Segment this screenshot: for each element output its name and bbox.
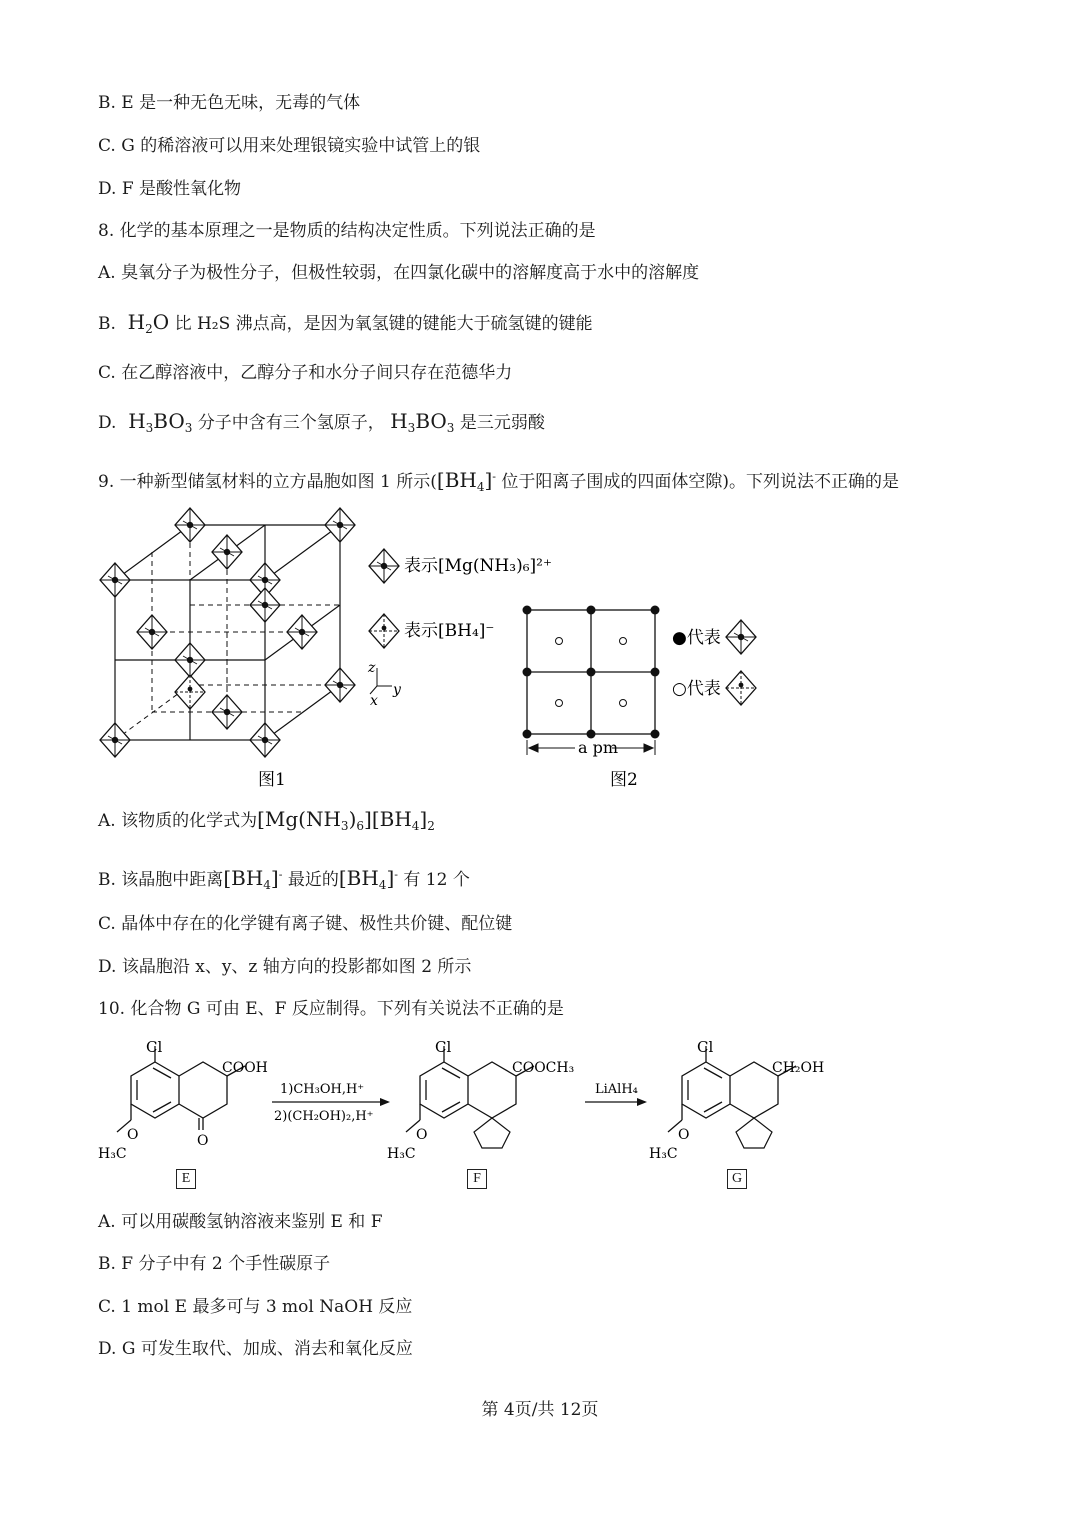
q8-option-a: A. 臭氧分子为极性分子，但极性较弱，在四氯化碳中的溶解度高于水中的溶解度: [98, 263, 700, 283]
e-ether-o: O: [127, 1127, 139, 1143]
q7-option-b: B. E 是一种无色无味，无毒的气体: [98, 93, 361, 113]
q10-stem: 10. 化合物 G 可由 E、F 反应制得。下列有关说法不正确的是: [98, 999, 564, 1019]
e-cooh: COOH: [222, 1060, 268, 1076]
q7-option-d: D. F 是酸性氧化物: [98, 179, 242, 199]
e-cl: Cl: [146, 1038, 163, 1056]
q8-d-prefix: D.: [98, 413, 117, 433]
q8-stem: 8. 化学的基本原理之一是物质的结构决定性质。下列说法正确的是: [98, 221, 596, 241]
q8-option-d: D. $H_3BO_3$ 分子中含有三个氢原子， $H_3BO_3$ 是三元弱酸: [98, 409, 545, 435]
q9-stem-end: 位于阳离子围成的四面体空隙)。下列说法不正确的是: [501, 472, 900, 492]
q10-option-b: B. F 分子中有 2 个手性碳原子: [98, 1254, 331, 1274]
q8-b-text: 比 H₂S 沸点高，是因为氧氢键的键能大于硫氢键的键能: [174, 314, 593, 334]
q8-d-end: 是三元弱酸: [459, 413, 545, 433]
f-cooch3: COOCH₃: [512, 1060, 575, 1076]
compound-E: [117, 1046, 245, 1132]
q9-option-d: D. 该晶胞沿 x、y、z 轴方向的投影都如图 2 所示: [98, 957, 472, 977]
f-cl: Cl: [435, 1038, 452, 1056]
label-G: G: [727, 1169, 747, 1189]
g-h3c: H₃C: [649, 1146, 678, 1162]
e-h3c: H₃C: [98, 1146, 127, 1162]
axis-y: y: [393, 682, 401, 698]
anion-positions: [175, 675, 205, 709]
page-footer: 第 4页/共 12页: [481, 1400, 599, 1420]
q8-option-c: C. 在乙醇溶液中，乙醇分子和水分子间只存在范德华力: [98, 363, 513, 383]
crystal-figures: [0, 500, 1080, 800]
legend-filled-text: ●代表: [672, 628, 721, 648]
q8-d-mid: 分子中含有三个氢原子，: [197, 413, 385, 433]
label-E: E: [176, 1169, 196, 1189]
fig2-label: 图2: [610, 770, 638, 790]
q9-stem: 9. 一种新型储氢材料的立方晶胞如图 1 所示($[BH_4]^-$ 位于阳离子围成的四面体空隙)。下列说法不正确的是: [98, 468, 900, 494]
q9-option-c: C. 晶体中存在的化学键有离子键、极性共价键、配位键: [98, 914, 513, 934]
dimension-label: a pm: [578, 738, 619, 757]
q9-option-b: B. 该晶胞中距离$[BH_4]^-$ 最近的$[BH_4]^-$ 有 12 个: [98, 866, 470, 892]
q9-option-a: A. 该物质的化学式为$[Mg(NH_3)_6][BH_4]_2$: [98, 807, 435, 833]
q10-option-d: D. G 可发生取代、加成、消去和氧化反应: [98, 1339, 413, 1359]
f-ether-o: O: [416, 1127, 428, 1143]
reagent-1: 1)CH₃OH,H⁺: [280, 1082, 365, 1097]
q7-option-c: C. G 的稀溶液可以用来处理银镜实验中试管上的银: [98, 136, 481, 156]
q9-a-prefix: A. 该物质的化学式为: [98, 811, 258, 831]
reagent-2: 2)(CH₂OH)₂,H⁺: [274, 1109, 374, 1124]
legend-anion-text: 表示[BH₄]⁻: [404, 621, 495, 641]
q8-b-prefix: B.: [98, 314, 116, 334]
axis-z: z: [368, 660, 376, 676]
q9-b-mid: 最近的: [287, 870, 339, 890]
f-h3c: H₃C: [387, 1146, 416, 1162]
g-ch2oh: CH₂OH: [772, 1060, 825, 1076]
axis-x: x: [370, 693, 378, 709]
q8-option-b: B. $H_2O$ 比 H₂S 沸点高，是因为氧氢键的键能大于硫氢键的键能: [98, 310, 593, 336]
fig1-label: 图1: [258, 770, 286, 790]
q10-option-a: A. 可以用碳酸氢钠溶液来鉴别 E 和 F: [98, 1212, 383, 1232]
legend-cation-text: 表示[Mg(NH₃)₆]²⁺: [404, 556, 552, 576]
q10-option-c: C. 1 mol E 最多可与 3 mol NaOH 反应: [98, 1297, 413, 1317]
reagent-3: LiAlH₄: [595, 1082, 638, 1097]
q9-b-prefix: B. 该晶胞中距离: [98, 870, 224, 890]
g-cl: Cl: [697, 1038, 714, 1056]
q9-stem-start: 9. 一种新型储氢材料的立方晶胞如图 1 所示(: [98, 472, 437, 492]
reaction-scheme: [0, 1030, 1080, 1200]
g-ether-o: O: [678, 1127, 690, 1143]
q9-b-end: 有 12 个: [403, 870, 470, 890]
legend-open-text: ○代表: [672, 679, 721, 699]
label-F: F: [467, 1169, 487, 1189]
e-ketone-o: O: [197, 1133, 209, 1149]
